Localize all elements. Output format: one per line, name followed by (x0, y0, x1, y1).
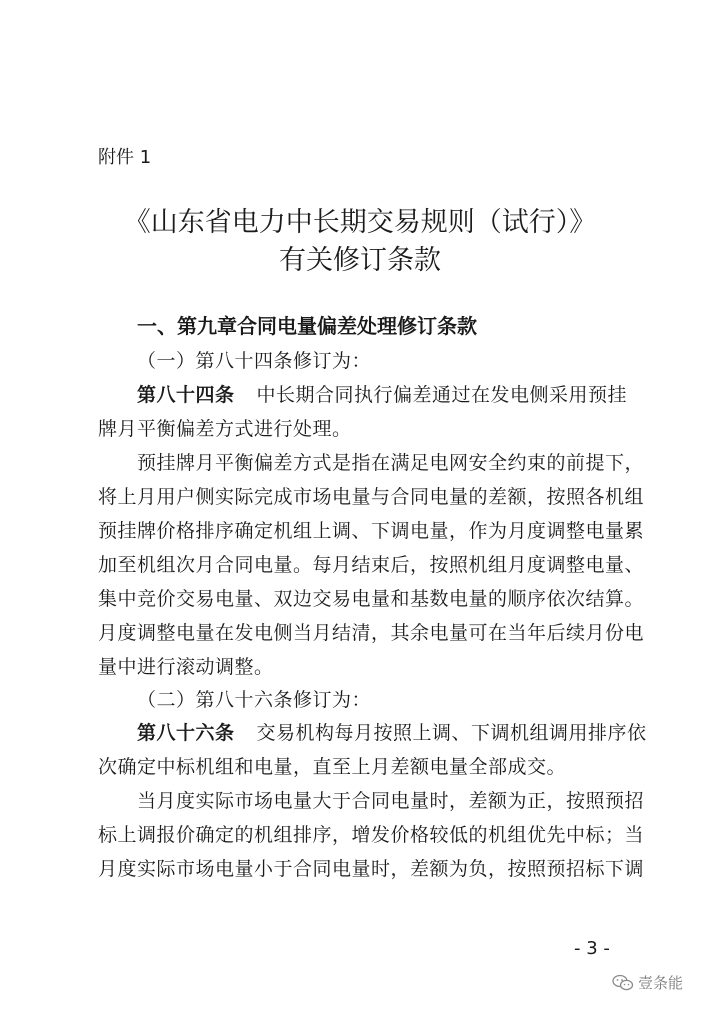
watermark (612, 972, 683, 993)
paragraph-2-line: 标上调报价确定的机组排序，增发价格较低的机组优先中标；当 (98, 824, 645, 846)
paragraph-1-line: 预挂牌月平衡偏差方式是指在满足电网安全约束的前提下， (137, 452, 645, 474)
article-84-line-2: 牌月平衡偏差方式进行处理。 (98, 418, 352, 440)
article-86-line-1 (137, 718, 647, 745)
paragraph-1-line: 将上月用户侧实际完成市场电量与合同电量的差额，按照各机组 (98, 486, 645, 508)
article-84-line-1 (137, 380, 627, 407)
section-heading: 一、第九章合同电量偏差处理修订条款 (137, 314, 477, 338)
paragraph-1-line: 集中竞价交易电量、双边交易电量和基数电量的顺序依次结算。 (98, 588, 645, 610)
watermark-text: 壹条能 (638, 974, 684, 992)
article-86-label: 第八十六条 (137, 722, 235, 744)
paragraph-2-line: 月度实际市场电量小于合同电量时，差额为负，按照预招标下调 (98, 858, 645, 880)
paragraph-1-line: 量中进行滚动调整。 (98, 656, 274, 678)
article-86-line-2: 次确定中标机组和电量，直至上月差额电量全部成交。 (98, 756, 567, 778)
page-number: - 3 - (574, 938, 610, 959)
paragraph-1-line: 月度调整电量在发电侧当月结清，其余电量可在当年后续月份电 (98, 622, 645, 644)
document-title-line-1: 《山东省电力中长期交易规则（试行）》 (123, 207, 597, 238)
article-84-label: 第八十四条 (137, 384, 235, 406)
wechat-icon (612, 974, 634, 992)
article-84-text: 中长期合同执行偏差通过在发电侧采用预挂 (256, 384, 628, 406)
paragraph-2-line: 当月度实际市场电量大于合同电量时，差额为正，按照预招 (137, 790, 645, 812)
paragraph-1-line: 加至机组次月合同电量。每月结束后，按照机组月度调整电量、 (98, 554, 645, 576)
article-86-text: 交易机构每月按照上调、下调机组调用排序依 (256, 722, 647, 744)
document-title-line-2: 有关修订条款 (279, 245, 441, 276)
item-2-heading: （二）第八十六条修订为： (137, 689, 372, 711)
item-1-heading: （一）第八十四条修订为： (137, 350, 372, 372)
attachment-label: 附件 1 (98, 147, 152, 168)
paragraph-1-line: 预挂牌价格排序确定机组上调、下调电量，作为月度调整电量累 (98, 520, 645, 542)
